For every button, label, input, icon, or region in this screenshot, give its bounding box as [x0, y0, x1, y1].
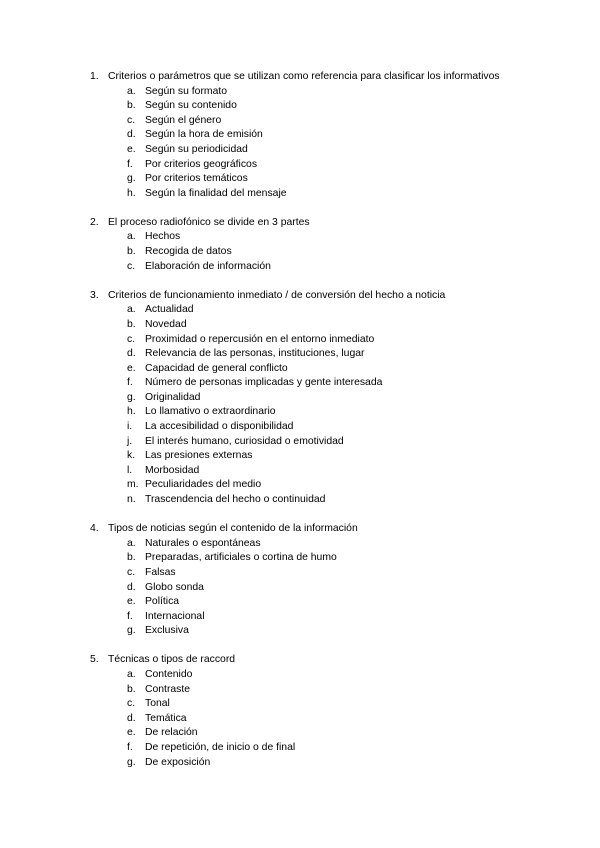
- list-item-text: Internacional: [145, 610, 205, 622]
- list-item-letter: h.: [127, 406, 136, 418]
- list-item-letter: m.: [127, 479, 139, 491]
- list-item-letter: d.: [127, 712, 136, 724]
- list-item-text: Globo sonda: [145, 581, 204, 593]
- list-item-letter: c.: [127, 698, 136, 710]
- list-item-letter: c.: [127, 114, 136, 126]
- list-item: [0, 595, 600, 610]
- document-page: [0, 70, 600, 785]
- section-title: Técnicas o tipos de raccord: [108, 654, 236, 666]
- list-item-letter: g.: [127, 391, 136, 403]
- list-item-text: Preparadas, artificiales o cortina de humo: [145, 552, 337, 564]
- list-item-text: Según su contenido: [145, 100, 237, 112]
- list-item-letter: e.: [127, 362, 136, 374]
- list-item-letter: c.: [127, 260, 136, 272]
- list-item-text: Según su formato: [145, 85, 228, 97]
- list-item: [0, 245, 600, 260]
- section-number: 1.: [90, 71, 99, 82]
- list-item: [0, 405, 600, 420]
- section-number: 3.: [90, 289, 99, 301]
- section-number: 2.: [90, 216, 99, 228]
- list-item: [0, 230, 600, 245]
- list-item: [0, 420, 600, 435]
- list-item-text: Hechos: [145, 231, 181, 243]
- list-item-letter: b.: [127, 552, 136, 564]
- list-item-letter: d.: [127, 581, 136, 593]
- list-item-text: Originalidad: [145, 391, 201, 403]
- list-item-text: Proximidad o repercusión en el entorno inmediato: [145, 333, 375, 345]
- list-item: [0, 537, 600, 552]
- list-item: [0, 158, 600, 173]
- list-item: [0, 187, 600, 202]
- list-item-letter: h.: [127, 187, 136, 199]
- list-item-letter: e.: [127, 143, 136, 155]
- list-item-text: Recogida de datos: [145, 246, 232, 258]
- list-item-letter: d.: [127, 348, 136, 360]
- list-item-text: Peculiaridades del medio: [145, 479, 262, 491]
- list-item: [0, 581, 600, 596]
- list-item-letter: e.: [127, 727, 136, 739]
- list-item: [0, 683, 600, 698]
- list-item: [0, 172, 600, 187]
- list-item-letter: b.: [127, 100, 136, 112]
- list-item: [0, 726, 600, 741]
- list-item-text: Política: [145, 596, 180, 608]
- numbered-section-4: [0, 522, 600, 639]
- list-item-text: Número de personas implicadas y gente interesada: [145, 377, 383, 389]
- section-heading: [0, 653, 600, 668]
- list-item: [0, 114, 600, 129]
- section-number: 5.: [90, 654, 99, 666]
- list-item-letter: b.: [127, 318, 136, 330]
- list-item-letter: l.: [127, 464, 133, 476]
- list-item: [0, 551, 600, 566]
- list-item-text: Lo llamativo o extraordinario: [145, 406, 276, 418]
- list-item: [0, 303, 600, 318]
- list-item-letter: e.: [127, 596, 136, 608]
- list-item-letter: f.: [127, 741, 133, 753]
- list-item-letter: g.: [127, 756, 136, 768]
- list-item: [0, 478, 600, 493]
- list-item: [0, 741, 600, 756]
- list-item-text: Tonal: [145, 698, 170, 710]
- list-item: [0, 464, 600, 479]
- list-item: [0, 99, 600, 114]
- list-item-letter: f.: [127, 610, 133, 622]
- list-item-letter: f.: [127, 377, 133, 389]
- list-item-letter: k.: [127, 450, 136, 462]
- list-item: [0, 260, 600, 275]
- list-item-text: Elaboración de información: [145, 260, 271, 272]
- section-heading: [0, 522, 600, 537]
- numbered-section-1: [0, 70, 600, 201]
- list-item-text: De repetición, de inicio o de final: [145, 741, 296, 753]
- list-item: [0, 566, 600, 581]
- numbered-section-3: [0, 289, 600, 508]
- section-heading: [0, 289, 600, 304]
- list-item: [0, 318, 600, 333]
- list-item-letter: a.: [127, 668, 136, 680]
- list-item-text: Por criterios temáticos: [145, 173, 248, 185]
- list-item-letter: g.: [127, 625, 136, 637]
- list-item: [0, 128, 600, 143]
- list-item-text: Por criterios geográficos: [145, 158, 258, 170]
- list-item-text: Morbosidad: [145, 464, 200, 476]
- list-item-text: Contenido: [145, 668, 193, 680]
- list-item: [0, 624, 600, 639]
- list-item-letter: i.: [127, 421, 133, 433]
- list-item: [0, 362, 600, 377]
- list-item-letter: a.: [127, 304, 136, 316]
- list-item-letter: j.: [127, 435, 133, 447]
- list-item: [0, 347, 600, 362]
- list-item-letter: b.: [127, 246, 136, 258]
- list-item-letter: a.: [127, 231, 136, 243]
- list-item-letter: a.: [127, 537, 136, 549]
- list-item-text: Exclusiva: [145, 625, 189, 637]
- list-item: [0, 493, 600, 508]
- list-item: [0, 376, 600, 391]
- list-item-text: De exposición: [145, 756, 211, 768]
- list-item-text: Las presiones externas: [145, 450, 253, 462]
- list-item: [0, 668, 600, 683]
- section-heading: [0, 216, 600, 231]
- list-item-text: Novedad: [145, 318, 187, 330]
- list-item-text: Temática: [145, 712, 187, 724]
- list-item-letter: g.: [127, 173, 136, 185]
- list-item-text: Capacidad de general conflicto: [145, 362, 288, 374]
- list-item-letter: f.: [127, 158, 133, 170]
- list-item: [0, 333, 600, 348]
- list-item-text: Según la hora de emisión: [145, 129, 263, 141]
- numbered-section-5: [0, 653, 600, 770]
- list-item: [0, 449, 600, 464]
- list-item-text: Según la finalidad del mensaje: [145, 187, 287, 199]
- list-item: [0, 85, 600, 100]
- list-item: [0, 712, 600, 727]
- numbered-section-2: [0, 216, 600, 274]
- list-item-text: La accesibilidad o disponibilidad: [145, 421, 294, 433]
- list-item: [0, 391, 600, 406]
- list-item-text: De relación: [145, 727, 198, 739]
- list-item-text: Según su periodicidad: [145, 143, 248, 155]
- list-item-letter: b.: [127, 683, 136, 695]
- list-item-text: Naturales o espontáneas: [145, 537, 261, 549]
- list-item-text: Falsas: [145, 566, 176, 578]
- list-item-letter: d.: [127, 129, 136, 141]
- section-title: Tipos de noticias según el contenido de la información: [108, 523, 358, 535]
- list-item: [0, 435, 600, 450]
- list-item: [0, 143, 600, 158]
- list-item: [0, 610, 600, 625]
- list-item-letter: c.: [127, 566, 136, 578]
- list-item-text: Según el género: [145, 114, 222, 126]
- section-title: Criterios o parámetros que se utilizan como referencia para clasificar los informativos: [108, 71, 500, 82]
- section-title: El proceso radiofónico se divide en 3 partes: [108, 216, 310, 228]
- section-number: 4.: [90, 523, 99, 535]
- list-item-letter: n.: [127, 494, 136, 506]
- list-item: [0, 756, 600, 771]
- list-item-letter: a.: [127, 85, 136, 97]
- list-item-text: El interés humano, curiosidad o emotividad: [145, 435, 344, 447]
- list-item: [0, 697, 600, 712]
- list-item-letter: c.: [127, 333, 136, 345]
- list-item-text: Contraste: [145, 683, 191, 695]
- list-item-text: Trascendencia del hecho o continuidad: [145, 494, 326, 506]
- section-heading: [0, 70, 600, 85]
- list-item-text: Relevancia de las personas, instituciones, lugar: [145, 348, 365, 360]
- list-item-text: Actualidad: [145, 304, 194, 316]
- section-title: Criterios de funcionamiento inmediato / de conversión del hecho a noticia: [108, 289, 446, 301]
